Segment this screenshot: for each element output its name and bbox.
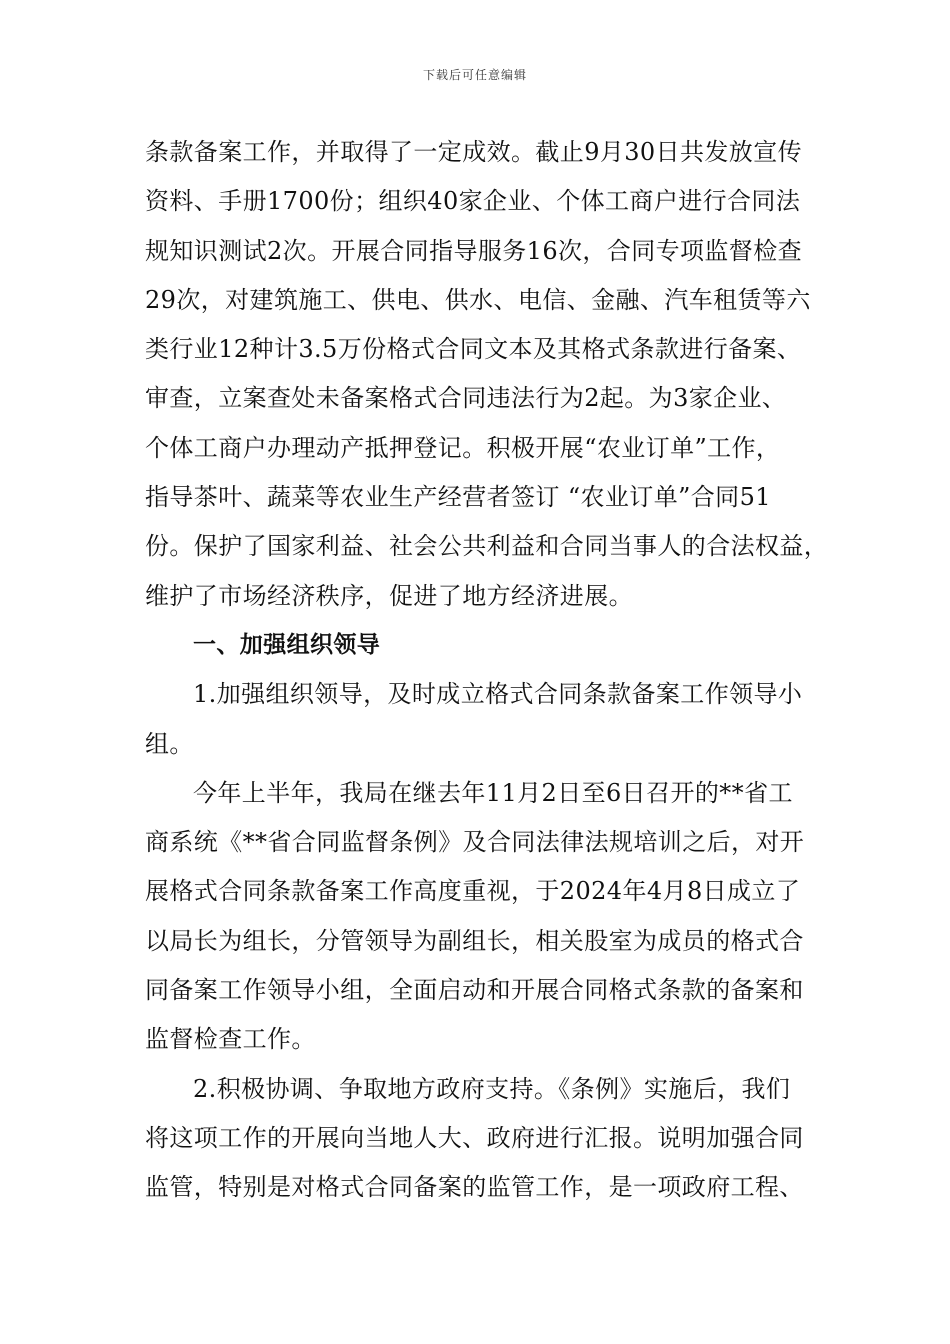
paragraph-line: 以局长为组长，分管领导为副组长，相关股室为成员的格式合: [145, 926, 804, 955]
paragraph-line: 商系统《**省合同监督条例》及合同法律法规培训之后，对开: [145, 828, 805, 857]
paragraph-line: 监管，特别是对格式合同备案的监管工作，是一项政府工程、: [145, 1173, 804, 1202]
document-body: [145, 128, 845, 1213]
paragraph-line: 审查，立案查处未备案格式合同违法行为2起。为3家企业、: [145, 384, 787, 413]
paragraph-line: 指导茶叶、蔬菜等农业生产经营者签订 “农业订单”合同51: [145, 483, 771, 512]
paragraph-line: 1.加强组织领导，及时成立格式合同条款备案工作领导小: [193, 680, 803, 709]
section-heading: 一、加强组织领导: [193, 631, 381, 658]
paragraph-line: 组。: [145, 729, 194, 758]
paragraph-line: 将这项工作的开展向当地人大、政府进行汇报。说明加强合同: [145, 1123, 804, 1152]
paragraph-line: 监督检查工作。: [145, 1025, 316, 1054]
paragraph-line: 条款备案工作，并取得了一定成效。截止9月30日共发放宣传: [145, 138, 803, 166]
paragraph-line: 维护了市场经济秩序，促进了地方经济进展。: [145, 581, 633, 610]
paragraph-line: 29次，对建筑施工、供电、供水、电信、金融、汽车租赁等六: [145, 285, 811, 314]
paragraph-line: 资料、手册1700份；组织40家企业、个体工商户进行合同法: [145, 187, 801, 216]
paragraph-line: 个体工商户办理动产抵押登记。积极开展“农业订单”工作，: [145, 433, 781, 462]
page-header: 下载后可任意编辑: [422, 68, 527, 82]
paragraph-line: 同备案工作领导小组，全面启动和开展合同格式条款的备案和: [145, 976, 804, 1005]
paragraph-line: 规知识测试2次。开展合同指导服务16次，合同专项监督检查: [145, 236, 803, 265]
paragraph-line: 2.积极协调、争取地方政府支持。《条例》实施后，我们: [193, 1074, 791, 1103]
paragraph-line: 今年上半年，我局在继去年11月2日至6日召开的**省工: [193, 778, 793, 807]
paragraph-line: 份。保护了国家利益、社会公共利益和合同当事人的合法权益，: [145, 532, 829, 561]
paragraph-line: 展格式合同条款备案工作高度重视，于2024年4月8日成立了: [145, 877, 801, 906]
paragraph-line: 类行业12种计3.5万份格式合同文本及其格式条款进行备案、: [145, 335, 802, 364]
